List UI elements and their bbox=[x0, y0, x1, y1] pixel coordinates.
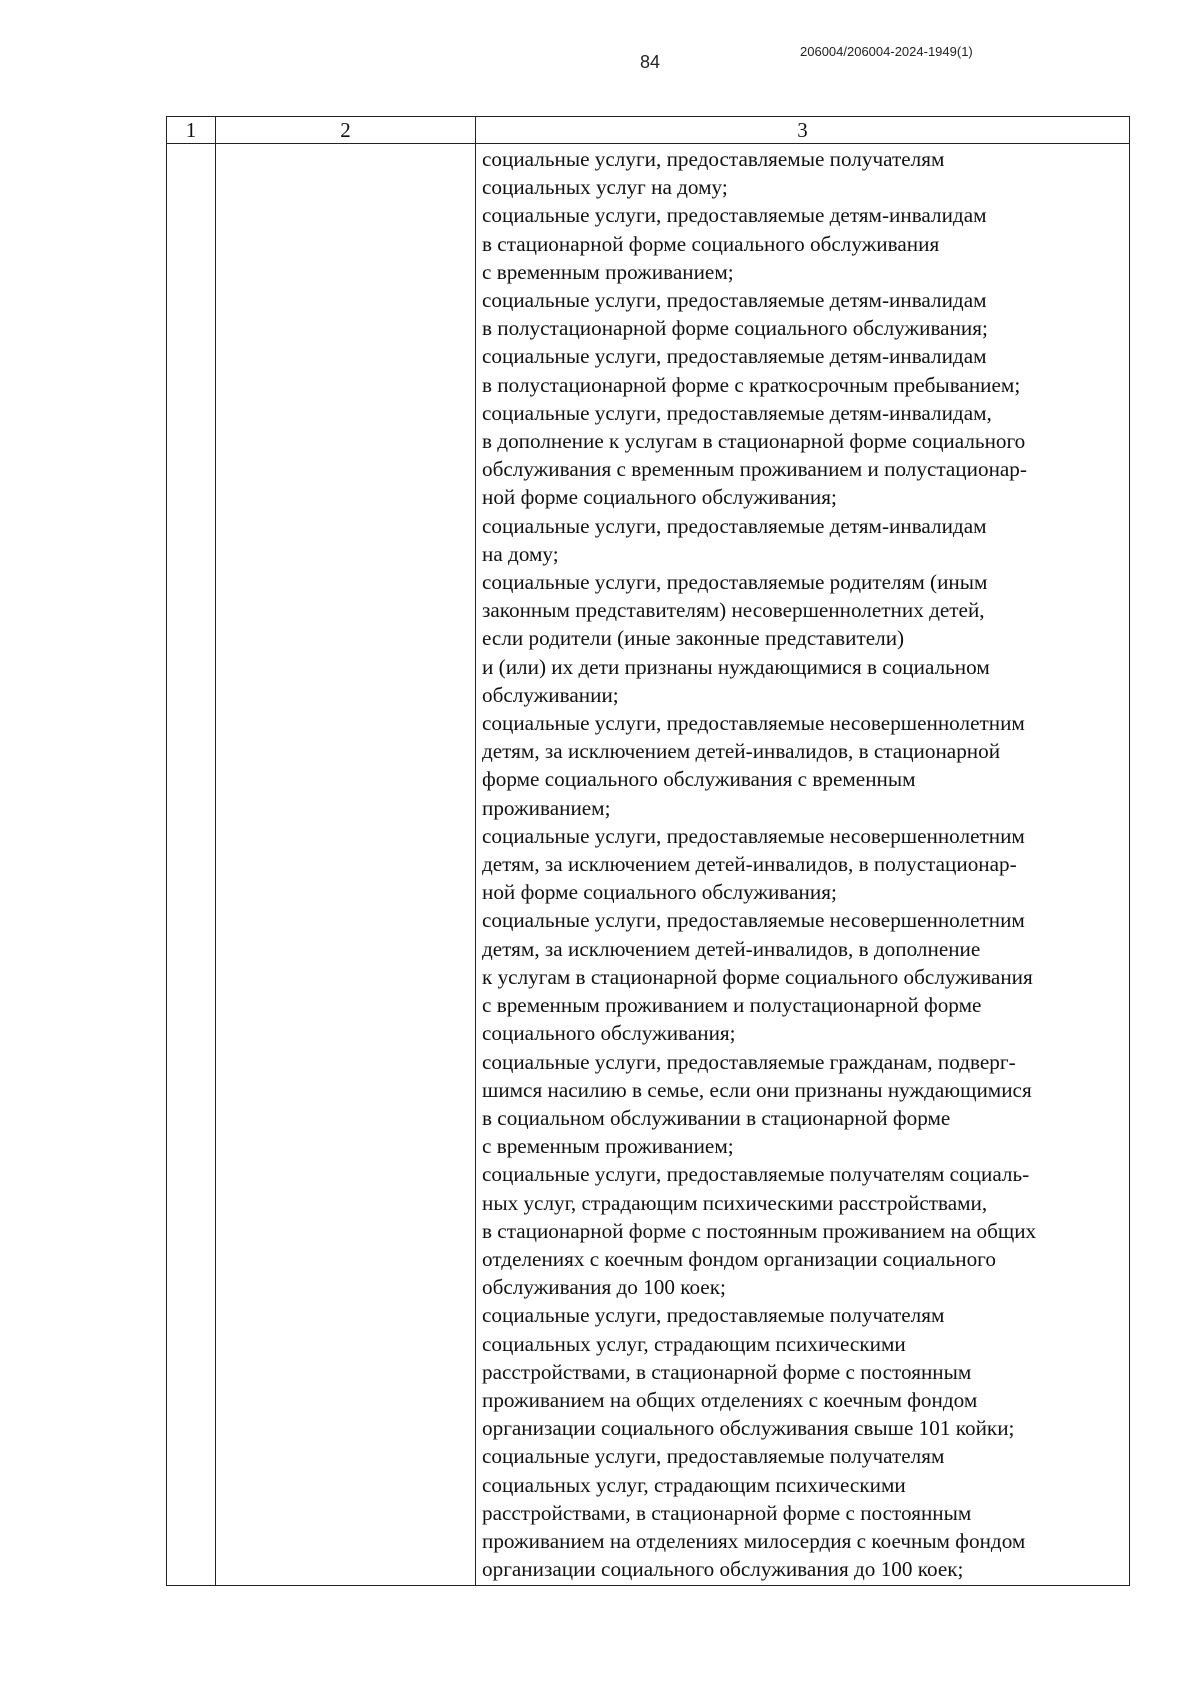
text-line: расстройствами, в стационарной форме с постоянным bbox=[482, 1500, 972, 1525]
text-line: социальных услуг, страдающим психическими bbox=[482, 1331, 906, 1356]
text-line: социальные услуги, предоставляемые гражданам, подверг- bbox=[482, 1049, 1016, 1074]
text-line: социальные услуги, предоставляемые детям-инвалидам bbox=[482, 513, 987, 538]
text-line: на дому; bbox=[482, 541, 559, 566]
text-line: к услугам в стационарной форме социального обслуживания bbox=[482, 964, 1033, 989]
document-table bbox=[166, 116, 1130, 1586]
text-line: отделениях с коечным фондом организации социального bbox=[482, 1246, 996, 1271]
text-line: в стационарной форме социального обслуживания bbox=[482, 231, 940, 256]
document-id: 206004/206004-2024-1949(1) bbox=[800, 44, 973, 59]
text-line: расстройствами, в стационарной форме с постоянным bbox=[482, 1359, 972, 1384]
text-line: социальных услуг, страдающим психическими bbox=[482, 1472, 906, 1497]
text-line: детям, за исключением детей-инвалидов, в полустационар- bbox=[482, 852, 1017, 877]
text-line: проживанием на отделениях милосердия с коечным фондом bbox=[482, 1528, 1026, 1553]
text-line: проживанием на общих отделениях с коечным фондом bbox=[482, 1387, 978, 1412]
text-line: социальные услуги, предоставляемые несовершеннолетним bbox=[482, 711, 1025, 736]
text-line: обслуживании; bbox=[482, 682, 619, 707]
table-header-row bbox=[167, 117, 1130, 144]
text-line: детям, за исключением детей-инвалидов, в дополнение bbox=[482, 936, 981, 961]
text-line: и (или) их дети признаны нуждающимися в социальном bbox=[482, 654, 990, 679]
text-line: с временным проживанием; bbox=[482, 259, 734, 284]
text-line: в стационарной форме с постоянным проживанием на общих bbox=[482, 1218, 1037, 1243]
text-line: в дополнение к услугам в стационарной форме социального bbox=[482, 429, 1026, 454]
text-line: социальных услуг на дому; bbox=[482, 175, 728, 200]
text-line: социальные услуги, предоставляемые получателям bbox=[482, 1444, 945, 1469]
text-line: социальные услуги, предоставляемые несовершеннолетним bbox=[482, 908, 1025, 933]
text-line: шимся насилию в семье, если они признаны нуждающимися bbox=[482, 1077, 1032, 1102]
services-list-text bbox=[476, 144, 1129, 1585]
table-row bbox=[167, 144, 1130, 1586]
column-header-1: 1 bbox=[167, 117, 216, 144]
text-line: в полустационарной форме социального обслуживания; bbox=[482, 316, 988, 341]
cell-column-3 bbox=[476, 144, 1130, 1586]
text-line: законным представителям) несовершеннолетних детей, bbox=[482, 598, 985, 623]
text-line: детям, за исключением детей-инвалидов, в стационарной bbox=[482, 739, 1001, 764]
cell-column-2 bbox=[216, 144, 476, 1586]
text-line: социальные услуги, предоставляемые детям-инвалидам bbox=[482, 344, 987, 369]
text-line: социального обслуживания; bbox=[482, 1021, 736, 1046]
text-line: с временным проживанием и полустационарной форме bbox=[482, 993, 982, 1018]
text-line: ной форме социального обслуживания; bbox=[482, 880, 837, 905]
page-number: 84 bbox=[639, 52, 661, 72]
text-line: социальные услуги, предоставляемые получателям bbox=[482, 147, 945, 171]
text-line: ных услуг, страдающим психическими расстройствами, bbox=[482, 1190, 988, 1215]
cell-column-1 bbox=[167, 144, 216, 1586]
text-line: организации социального обслуживания до 100 коек; bbox=[482, 1557, 964, 1582]
text-line: социальные услуги, предоставляемые родителям (иным bbox=[482, 570, 988, 595]
text-line: в социальном обслуживании в стационарной форме bbox=[482, 1105, 951, 1130]
text-line: в полустационарной форме с краткосрочным пребыванием; bbox=[482, 372, 1021, 397]
text-line: социальные услуги, предоставляемые несовершеннолетним bbox=[482, 823, 1025, 848]
column-header-2: 2 bbox=[216, 117, 476, 144]
text-line: социальные услуги, предоставляемые получателям социаль- bbox=[482, 1162, 1030, 1187]
text-line: обслуживания до 100 коек; bbox=[482, 1275, 726, 1300]
text-line: социальные услуги, предоставляемые детям-инвалидам bbox=[482, 288, 987, 313]
text-line: с временным проживанием; bbox=[482, 1134, 734, 1159]
text-line: ной форме социального обслуживания; bbox=[482, 485, 837, 510]
text-line: форме социального обслуживания с временным bbox=[482, 767, 916, 792]
text-line: проживанием; bbox=[482, 795, 611, 820]
column-header-3: 3 bbox=[476, 117, 1130, 144]
text-line: социальные услуги, предоставляемые детям-инвалидам bbox=[482, 203, 987, 228]
text-line: обслуживания с временным проживанием и полустационар- bbox=[482, 457, 1027, 482]
text-line: социальные услуги, предоставляемые получателям bbox=[482, 1303, 945, 1328]
text-line: если родители (иные законные представители) bbox=[482, 626, 905, 651]
text-line: организации социального обслуживания свыше 101 койки; bbox=[482, 1416, 1015, 1441]
text-line: социальные услуги, предоставляемые детям-инвалидам, bbox=[482, 400, 992, 425]
